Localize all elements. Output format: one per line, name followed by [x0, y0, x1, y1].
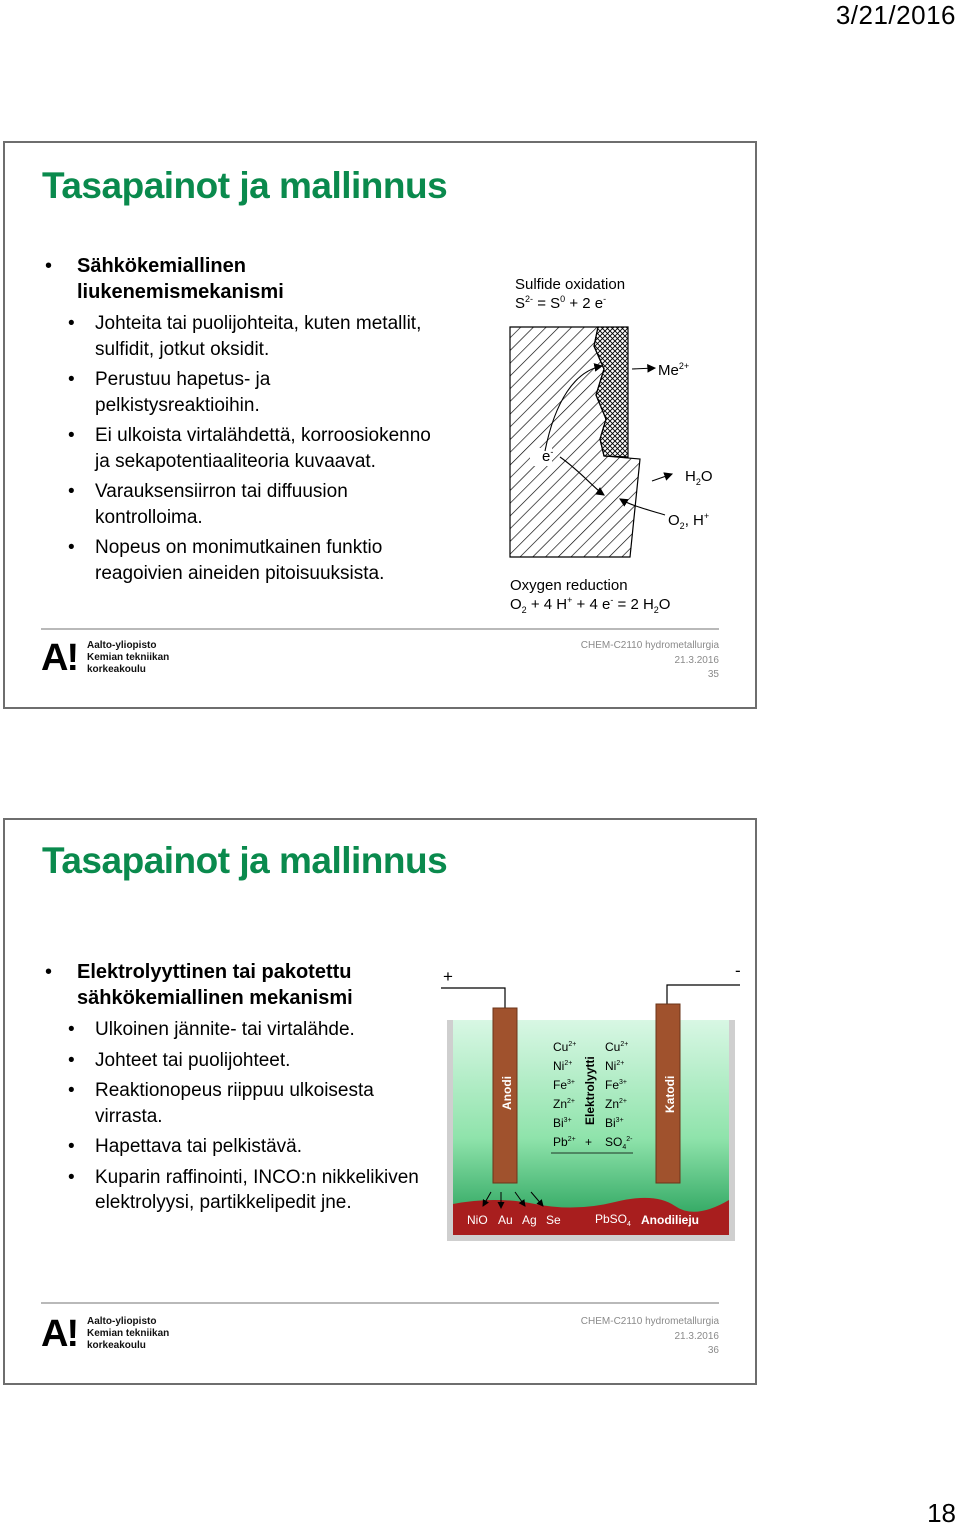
main-bullet — [43, 253, 433, 305]
oxygen-hydrogen-label: $O_2$, H+ — [668, 511, 710, 531]
footer-course: CHEM-C2110 hydrometallurgia — [580, 640, 719, 651]
ion-label: $Zn^{2+}$ — [605, 1097, 627, 1111]
sub-bullet — [43, 1165, 433, 1216]
sub-bullet-text: Johteet tai puolijohteet. — [95, 1049, 291, 1071]
anode-wire — [441, 988, 505, 1008]
aalto-logo-text: Aalto-yliopisto Kemian tekniikan korkeakoulu — [87, 1316, 170, 1351]
ion-label: $Cu^{2+}$ — [605, 1040, 629, 1054]
slime-item: Au — [498, 1213, 513, 1227]
aalto-logo-mark: A! — [41, 1313, 78, 1355]
sub-bullet — [43, 1017, 433, 1043]
electron-label: e- — [542, 447, 554, 465]
pbso4-label: PbSO$_4$ — [595, 1212, 631, 1228]
main-bullet-text: Sähkökemiallinen liukenemismekanismi — [77, 255, 284, 303]
bullet-dot: • — [68, 425, 75, 446]
oxygen-reduction-label: Oxygen reduction — [510, 577, 628, 594]
cathode-label: Katodi — [663, 1075, 677, 1113]
ion-label: $Ni^{2+}$ — [553, 1059, 573, 1073]
print-date: 3/21/2016 — [835, 0, 956, 30]
metal-ion-arrow — [632, 368, 655, 369]
sub-bullet — [43, 1078, 433, 1129]
sub-bullet — [43, 423, 433, 474]
ion-extra-label: + — [585, 1135, 593, 1149]
slime-item: NiO — [467, 1213, 488, 1227]
bullet-dot: • — [68, 1049, 75, 1071]
sub-bullet — [43, 1048, 433, 1074]
cathode-wire — [667, 985, 740, 1004]
footer-date: 21.3.2016 — [674, 654, 719, 666]
sub-bullet-text: Reaktionopeus riippuu ulkoisesta virrasta. — [95, 1080, 374, 1127]
sub-bullet — [43, 311, 433, 362]
oxygen-reduction-equation: $O_2 + 4$ H+ + 4 e- = 2 $H_2O$ — [510, 595, 671, 615]
slide-36 — [3, 818, 757, 1385]
ion-label: $SO_4^{2-}$ — [605, 1135, 633, 1151]
slide-title: Tasapainot ja mallinnus — [42, 165, 448, 206]
bullet-dot: • — [45, 255, 53, 277]
bullet-dot: • — [45, 961, 53, 983]
water-label: $H_2O$ — [685, 468, 713, 487]
sub-bullet-text: Johteita tai puolijohteita, kuten metallit, sulfidit, jotkut oksidit. — [95, 313, 422, 360]
slide-footer-info — [581, 1315, 719, 1359]
sub-bullet-text: Ulkoinen jännite- tai virtalähde. — [95, 1019, 355, 1040]
sub-bullet — [43, 479, 433, 530]
negative-terminal: - — [735, 961, 741, 980]
ion-label: $Ni^{2+}$ — [605, 1059, 625, 1073]
sub-bullet — [43, 1134, 433, 1160]
slime-item: Ag — [522, 1213, 537, 1227]
electrolyte-label: Elektrolyytti — [583, 1056, 597, 1125]
bullet-dot: • — [68, 1080, 75, 1101]
slide-35 — [3, 141, 757, 709]
bullet-dot: • — [68, 369, 75, 390]
bullet-dot: • — [68, 1136, 75, 1157]
ion-label: $Bi^{3+}$ — [553, 1116, 572, 1130]
water-arrow — [652, 474, 672, 481]
main-bullet — [43, 959, 433, 1011]
slime-item: Se — [546, 1213, 561, 1227]
slide-footer-info — [581, 639, 719, 683]
bullet-list — [43, 253, 433, 591]
sub-bullet-text: Perustuu hapetus- ja pelkistysreaktioihin. — [95, 369, 271, 416]
ion-label: $Bi^{3+}$ — [605, 1116, 624, 1130]
sulfide-oxidation-label: Sulfide oxidation — [515, 276, 626, 293]
page-number: 18 — [927, 1498, 956, 1528]
footer-divider — [41, 628, 719, 630]
electrorefining-diagram — [435, 960, 745, 1255]
sulfide-oxidation-equation: $S^{2-} = S^0 + 2$ e- — [515, 294, 607, 312]
anode-slime-label: Anodilieju — [641, 1213, 699, 1227]
slide-number: 36 — [707, 1345, 719, 1356]
bullet-dot: • — [68, 481, 75, 502]
footer-date: 21.3.2016 — [674, 1330, 719, 1342]
bullet-dot: • — [68, 313, 75, 334]
ion-label: $Pb^{2+}$ — [553, 1135, 576, 1149]
ion-label: $Fe^{3+}$ — [553, 1078, 575, 1092]
aalto-logo — [41, 637, 171, 680]
sub-bullet-text: Kuparin raffinointi, INCO:n nikkelikiven elektrolyysi, partikkelipedit jne. — [95, 1166, 419, 1213]
slide-number: 35 — [707, 669, 719, 680]
bullet-dot: • — [68, 1166, 75, 1188]
main-bullet-text: Elektrolyyttinen tai pakotettu sähkökemiallinen mekanismi — [77, 961, 353, 1009]
bullet-list — [43, 959, 433, 1221]
sub-bullet-text: Ei ulkoista virtalähdettä, korroosiokenno ja sekapotentiaaliteoria kuvaavat. — [95, 425, 431, 472]
footer-course: CHEM-C2110 hydrometallurgia — [580, 1316, 719, 1327]
metal-ion-label: $Me^{2+}$ — [658, 361, 690, 379]
corrosion-diagram — [500, 271, 740, 616]
positive-terminal: + — [443, 967, 453, 986]
sub-bullet-text: Nopeus on monimutkainen funktio reagoivien aineiden pitoisuuksista. — [95, 537, 385, 584]
ion-label: $Cu^{2+}$ — [553, 1040, 577, 1054]
aalto-logo — [41, 1313, 171, 1356]
anode-label: Anodi — [500, 1076, 514, 1110]
aalto-logo-mark: A! — [41, 637, 78, 679]
sub-bullet-text: Hapettava tai pelkistävä. — [95, 1136, 303, 1157]
slide-title: Tasapainot ja mallinnus — [42, 840, 448, 881]
sub-bullet-text: Varauksensiirron tai diffuusion kontrolloima. — [95, 481, 348, 528]
bullet-dot: • — [68, 537, 75, 558]
sub-bullet — [43, 535, 433, 586]
aalto-logo-text: Aalto-yliopisto Kemian tekniikan korkeakoulu — [87, 640, 170, 675]
bullet-dot: • — [68, 1019, 75, 1040]
ion-label: $Fe^{3+}$ — [605, 1078, 627, 1092]
footer-divider — [41, 1302, 719, 1304]
ion-label: $Zn^{2+}$ — [553, 1097, 575, 1111]
sub-bullet — [43, 367, 433, 418]
